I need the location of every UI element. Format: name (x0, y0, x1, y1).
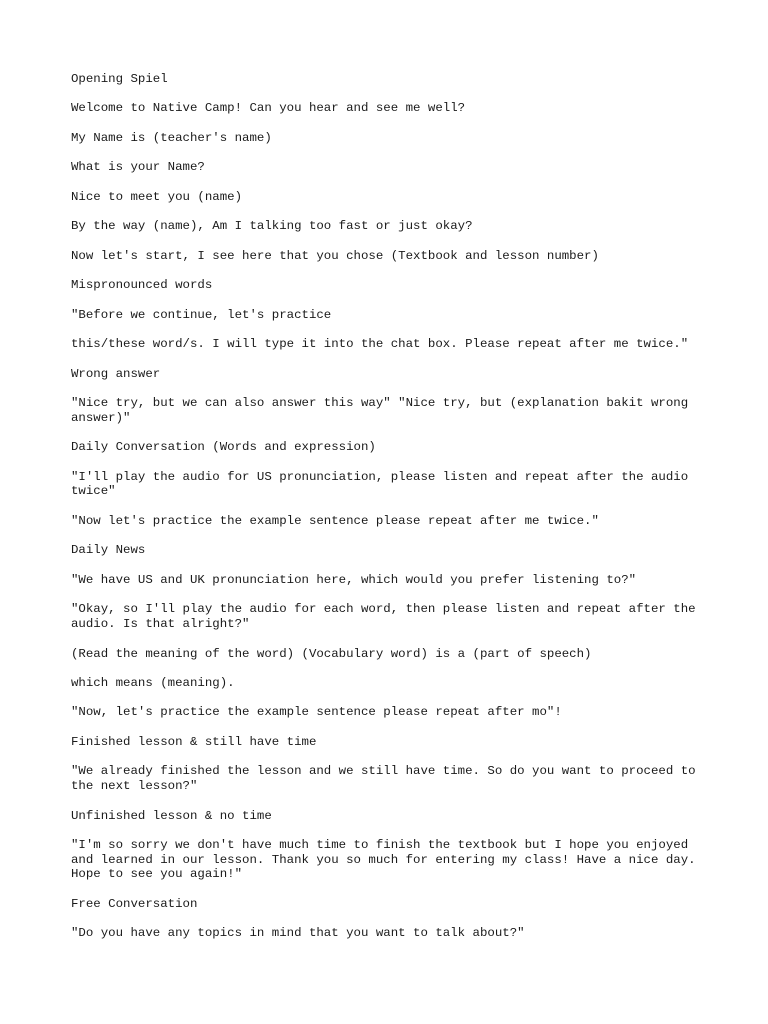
paragraph: "We already finished the lesson and we still have time. So do you want to proceed to the next lesson?" (71, 764, 704, 794)
section-heading-daily-conversation: Daily Conversation (Words and expression) (71, 440, 376, 455)
paragraph: "Okay, so I'll play the audio for each word, then please listen and repeat after the audio. Is that alright?" (71, 602, 704, 632)
paragraph: "Before we continue, let's practice (71, 307, 332, 322)
section-heading-unfinished-lesson: Unfinished lesson & no time (71, 808, 272, 823)
section-heading-wrong-answer: Wrong answer (71, 366, 161, 381)
paragraph: "Do you have any topics in mind that you want to talk about?" (71, 926, 525, 941)
paragraph: Nice to meet you (name) (71, 189, 243, 204)
document-body (71, 72, 703, 956)
section-heading-opening-spiel: Opening Spiel (71, 72, 168, 86)
paragraph: My Name is (teacher's name) (71, 130, 272, 145)
section-heading-mispronounced-words: Mispronounced words (71, 278, 213, 293)
paragraph: which means (meaning). (71, 675, 235, 690)
section-heading-finished-lesson: Finished lesson & still have time (71, 734, 317, 749)
paragraph: this/these word/s. I will type it into the chat box. Please repeat after me twice." (71, 337, 689, 352)
paragraph: "Nice try, but we can also answer this way" "Nice try, but (explanation bakit wrong answer)" (71, 396, 696, 425)
paragraph: Welcome to Native Camp! Can you hear and see me well? (71, 101, 466, 116)
paragraph: "I'll play the audio for US pronunciation, please listen and repeat after the audio twice" (71, 469, 696, 499)
paragraph: "Now, let's practice the example sentence please repeat after mo"! (71, 705, 562, 720)
section-heading-free-conversation: Free Conversation (71, 896, 198, 911)
paragraph: "We have US and UK pronunciation here, which would you prefer listening to?" (71, 572, 637, 587)
paragraph: (Read the meaning of the word) (Vocabulary word) is a (part of speech) (71, 646, 592, 661)
paragraph: "I'm so sorry we don't have much time to finish the textbook but I hope you enjoyed and learned in our lesson. Thank you so much for entering my class! Have a nice day. Hope to see you again!" (71, 838, 704, 882)
paragraph: By the way (name), Am I talking too fast or just okay? (71, 219, 473, 234)
paragraph: "Now let's practice the example sentence please repeat after me twice." (71, 513, 599, 528)
section-heading-daily-news: Daily News (71, 543, 146, 558)
paragraph: Now let's start, I see here that you chose (Textbook and lesson number) (71, 248, 599, 263)
paragraph: What is your Name? (71, 160, 205, 175)
